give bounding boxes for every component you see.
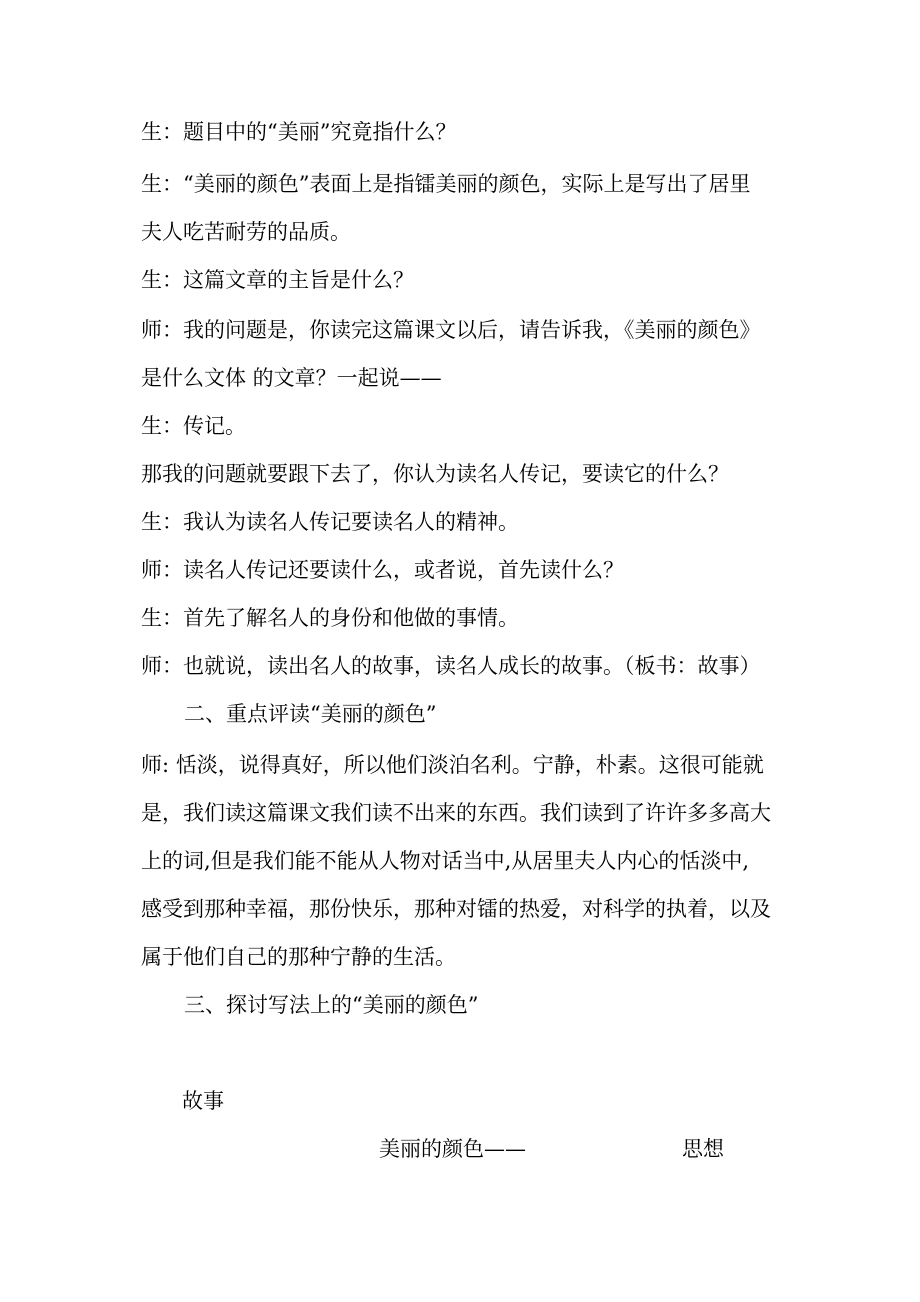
section-heading: 三、探讨写法上的“美丽的颜色” — [184, 993, 479, 1017]
dialogue-line: 是什么文体 的文章？一起说—— — [141, 366, 442, 390]
dialogue-line: 生：这篇文章的主旨是什么？ — [141, 268, 414, 292]
dialogue-line: 生：“美丽的颜色”表面上是指镭美丽的颜色，实际上是写出了居里 — [141, 172, 751, 196]
paragraph-line: 感受到那种幸福，那份快乐，那种对镭的热爱，对科学的执着，以及 — [141, 897, 771, 921]
dialogue-line: 夫人吃苦耐劳的品质。 — [141, 220, 351, 244]
dialogue-line: 师：读名人传记还要读什么，或者说，首先读什么？ — [141, 558, 624, 582]
paragraph-line: 上的词,但是我们能不能从人物对话当中,从居里夫人内心的恬淡中, — [141, 849, 750, 873]
paragraph-line: 是，我们读这篇课文我们读不出来的东西。我们读到了许许多多高大 — [141, 801, 771, 825]
dialogue-line: 师：我的问题是，你读完这篇课文以后，请告诉我，《美丽的颜色》 — [141, 318, 761, 342]
board-label-story: 故事 — [182, 1089, 224, 1113]
board-label-title: 美丽的颜色—— — [379, 1137, 526, 1161]
dialogue-line: 生：首先了解名人的身份和他做的事情。 — [141, 606, 519, 630]
dialogue-line: 师：也就说，读出名人的故事，读名人成长的故事。（板书：故事） — [141, 654, 761, 678]
board-label-thought: 思想 — [682, 1137, 724, 1161]
section-heading: 二、重点评读“美丽的颜色” — [184, 702, 437, 726]
dialogue-line: 生：题目中的“美丽”究竟指什么？ — [141, 120, 457, 144]
paragraph-line: 属于他们自己的那种宁静的生活。 — [141, 945, 456, 969]
dialogue-line: 生：传记。 — [141, 414, 246, 438]
dialogue-line: 生：我认为读名人传记要读名人的精神。 — [141, 510, 519, 534]
paragraph-line: 师: 恬淡，说得真好，所以他们淡泊名利。宁静，朴素。这很可能就 — [141, 753, 764, 777]
dialogue-line: 那我的问题就要跟下去了，你认为读名人传记，要读它的什么？ — [141, 462, 729, 486]
